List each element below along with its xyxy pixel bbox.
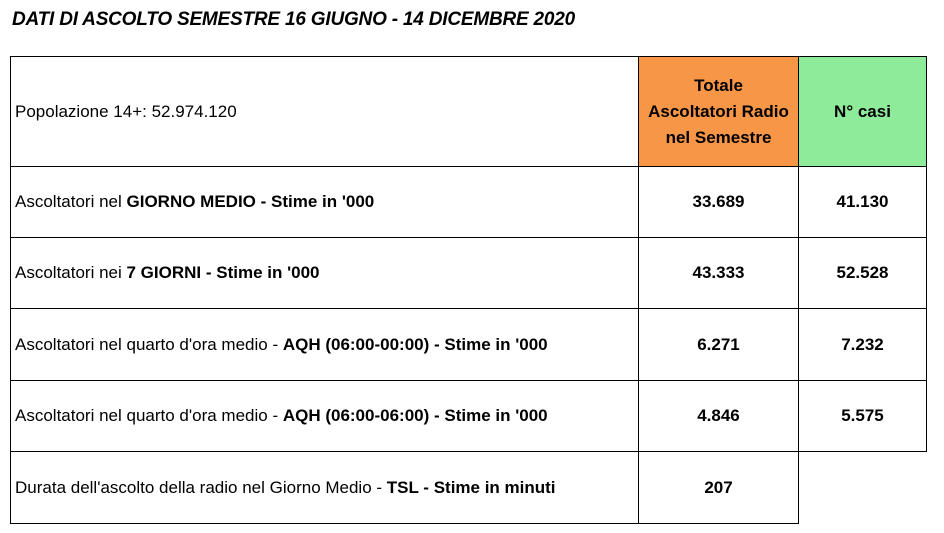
row-label-bold-text: GIORNO MEDIO - Stime in '000	[126, 192, 375, 211]
cases-header	[799, 57, 927, 167]
population-cell	[11, 57, 639, 167]
cases-header-label: N° casi	[834, 101, 891, 121]
cases-value: 41.130	[799, 167, 927, 238]
table-row	[11, 309, 927, 381]
row-label-bold-text: 7 GIORNI - Stime in '000	[126, 263, 320, 282]
total-value: 43.333	[639, 238, 799, 309]
total-value: 33.689	[639, 167, 799, 238]
table-row	[11, 381, 927, 452]
total-header-line-2: Ascoltatori Radio	[648, 101, 789, 121]
cases-value: 7.232	[799, 309, 927, 381]
cases-value: 5.575	[799, 381, 927, 452]
row-label	[11, 309, 639, 381]
total-listeners-header	[639, 57, 799, 167]
page-title: DATI DI ASCOLTO SEMESTRE 16 GIUGNO - 14 DICEMBRE 2020	[12, 9, 576, 30]
row-label-text: Ascoltatori nei	[15, 263, 127, 282]
empty-cell	[799, 452, 927, 524]
table-header-row	[11, 57, 927, 167]
listening-data-table	[10, 56, 927, 524]
population-label: Popolazione 14+: 52.974.120	[15, 101, 237, 121]
row-label-bold-text: AQH (06:00-00:00) - Stime in '000	[282, 334, 548, 354]
row-label-text: Ascoltatori nel quarto d'ora medio -	[15, 406, 283, 425]
table-row	[11, 238, 927, 309]
total-value: 207	[639, 452, 799, 524]
row-label	[11, 452, 639, 524]
total-header-line-1: Totale	[694, 75, 743, 95]
row-label	[11, 238, 639, 309]
row-label-bold-text: TSL - Stime in minuti	[386, 477, 556, 497]
total-value: 4.846	[639, 381, 799, 452]
cases-value: 52.528	[799, 238, 927, 309]
row-label	[11, 167, 639, 238]
table-row	[11, 167, 927, 238]
total-value: 6.271	[639, 309, 799, 381]
row-label-text: Ascoltatori nel	[15, 192, 127, 211]
row-label-bold-text: AQH (06:00-06:00) - Stime in '000	[282, 406, 548, 425]
row-label	[11, 381, 639, 452]
total-header-line-3: nel Semestre	[665, 127, 772, 147]
row-label-text: Ascoltatori nel quarto d'ora medio -	[15, 334, 283, 354]
row-label-text: Durata dell'ascolto della radio nel Giorno Medio -	[15, 477, 387, 497]
table-row	[11, 452, 927, 524]
